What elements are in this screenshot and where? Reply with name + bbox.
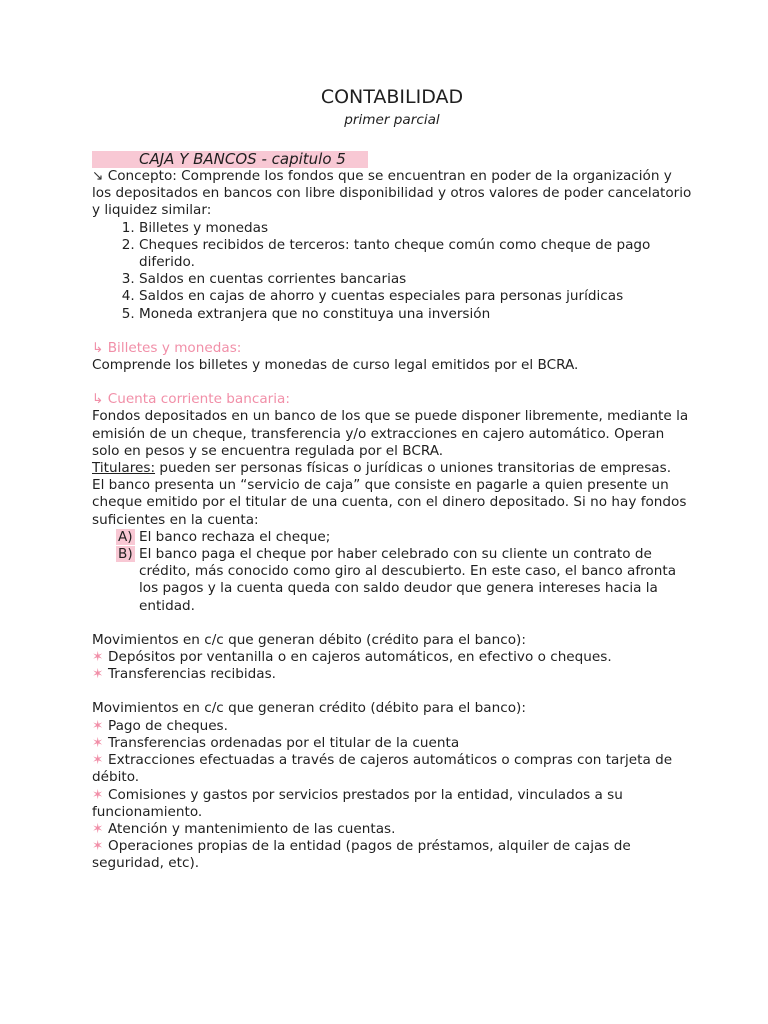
star-bullet-icon: ✶	[92, 717, 104, 734]
list-item	[92, 735, 692, 752]
star-bullet-icon: ✶	[92, 666, 104, 683]
list-item	[92, 838, 692, 872]
options-list	[92, 529, 692, 615]
list-item-text: Extracciones efectuadas a través de cajeros automáticos o compras con tarjeta de débito.	[92, 752, 673, 786]
list-item-text: Transferencias ordenadas por el titular de la cuenta	[108, 734, 460, 751]
credito-list	[92, 718, 692, 873]
option-marker: A)	[118, 528, 133, 545]
page-title: CONTABILIDAD	[320, 86, 464, 108]
star-bullet-icon: ✶	[92, 649, 104, 666]
list-item: 5. Moneda extranjera que no constituya una inversión	[139, 306, 692, 323]
list-item	[92, 787, 692, 821]
list-item: 3. Saldos en cuentas corrientes bancarias	[139, 271, 692, 288]
spacer	[92, 683, 692, 700]
titulares-label: Titulares:	[92, 460, 156, 477]
option-text: El banco paga el cheque por haber celebrado con su cliente un contrato de crédito, más conocido como giro al descubierto. En este caso, el banco afronta los pagos y la cuenta queda con saldo deudor que genera intereses hacia la entidad.	[139, 546, 677, 614]
option-item	[116, 546, 692, 615]
list-item-text: Transferencias recibidas.	[108, 666, 276, 683]
list-item-text: Comisiones y gastos por servicios prestados por la entidad, vinculados a su funcionamiento.	[92, 786, 623, 820]
list-item	[92, 666, 692, 683]
document-content	[92, 86, 692, 873]
debito-list	[92, 649, 692, 683]
list-item: 2. Cheques recibidos de terceros: tanto cheque común como cheque de pago diferido.	[139, 237, 692, 271]
page-subtitle: primer parcial	[344, 112, 440, 128]
option-text: El banco rechaza el cheque;	[139, 528, 331, 545]
arrow-down-right-icon: ↘	[92, 168, 104, 184]
concepto-text: Concepto: Comprende los fondos que se encuentran en poder de la organización y los depositados en bancos con libre disponibilidad y otros valores de poder cancelatorio y liquidez similar:	[92, 168, 692, 219]
list-item-text: Depósitos por ventanilla o en cajeros automáticos, en efectivo o cheques.	[108, 649, 612, 666]
list-item-text: Atención y mantenimiento de las cuentas.	[108, 820, 396, 837]
chapter-heading: CAJA Y BANCOS - capitulo 5	[92, 151, 368, 168]
concepto-paragraph	[92, 168, 692, 220]
list-item: 4. Saldos en cajas de ahorro y cuentas especiales para personas jurídicas	[139, 288, 692, 305]
star-bullet-icon: ✶	[92, 752, 104, 769]
credito-heading: Movimientos en c/c que generan crédito (débito para el banco):	[92, 700, 526, 717]
list-item	[92, 718, 692, 735]
billetes-heading: ↳ Billetes y monedas:	[92, 339, 242, 356]
list-item-text: Pago de cheques.	[108, 717, 228, 734]
titulares-paragraph	[92, 460, 692, 477]
cuenta-text: Fondos depositados en un banco de los que se puede disponer libremente, mediante la emisión de un cheque, transferencia y/o extracciones en cajero automático. Operan solo en pesos y se encuentra regulada por el BCRA.	[92, 408, 689, 459]
servicio-text: El banco presenta un “servicio de caja” que consiste en pagarle a quien presente un cheque emitido por el titular de una cuenta, con el dinero depositado. Si no hay fondos suficientes en la cuenta:	[92, 477, 687, 528]
list-item	[92, 649, 692, 666]
billetes-text: Comprende los billetes y monedas de curso legal emitidos por el BCRA.	[92, 357, 579, 374]
list-item-text: Operaciones propias de la entidad (pagos de préstamos, alquiler de cajas de seguridad, etc).	[92, 838, 631, 872]
star-bullet-icon: ✶	[92, 786, 104, 803]
star-bullet-icon: ✶	[92, 734, 104, 751]
list-item	[92, 821, 692, 838]
concepto-list	[92, 220, 692, 323]
star-bullet-icon: ✶	[92, 838, 104, 855]
list-item	[92, 752, 692, 786]
debito-heading: Movimientos en c/c que generan débito (crédito para el banco):	[92, 631, 526, 648]
option-item	[116, 529, 692, 546]
star-bullet-icon: ✶	[92, 820, 104, 837]
cuenta-heading: ↳ Cuenta corriente bancaria:	[92, 391, 290, 408]
list-item: 1. Billetes y monedas	[139, 220, 692, 237]
spacer	[92, 615, 692, 632]
titulares-text: pueden ser personas físicas o jurídicas o uniones transitorias de empresas.	[155, 460, 672, 477]
option-marker: B)	[118, 546, 133, 563]
